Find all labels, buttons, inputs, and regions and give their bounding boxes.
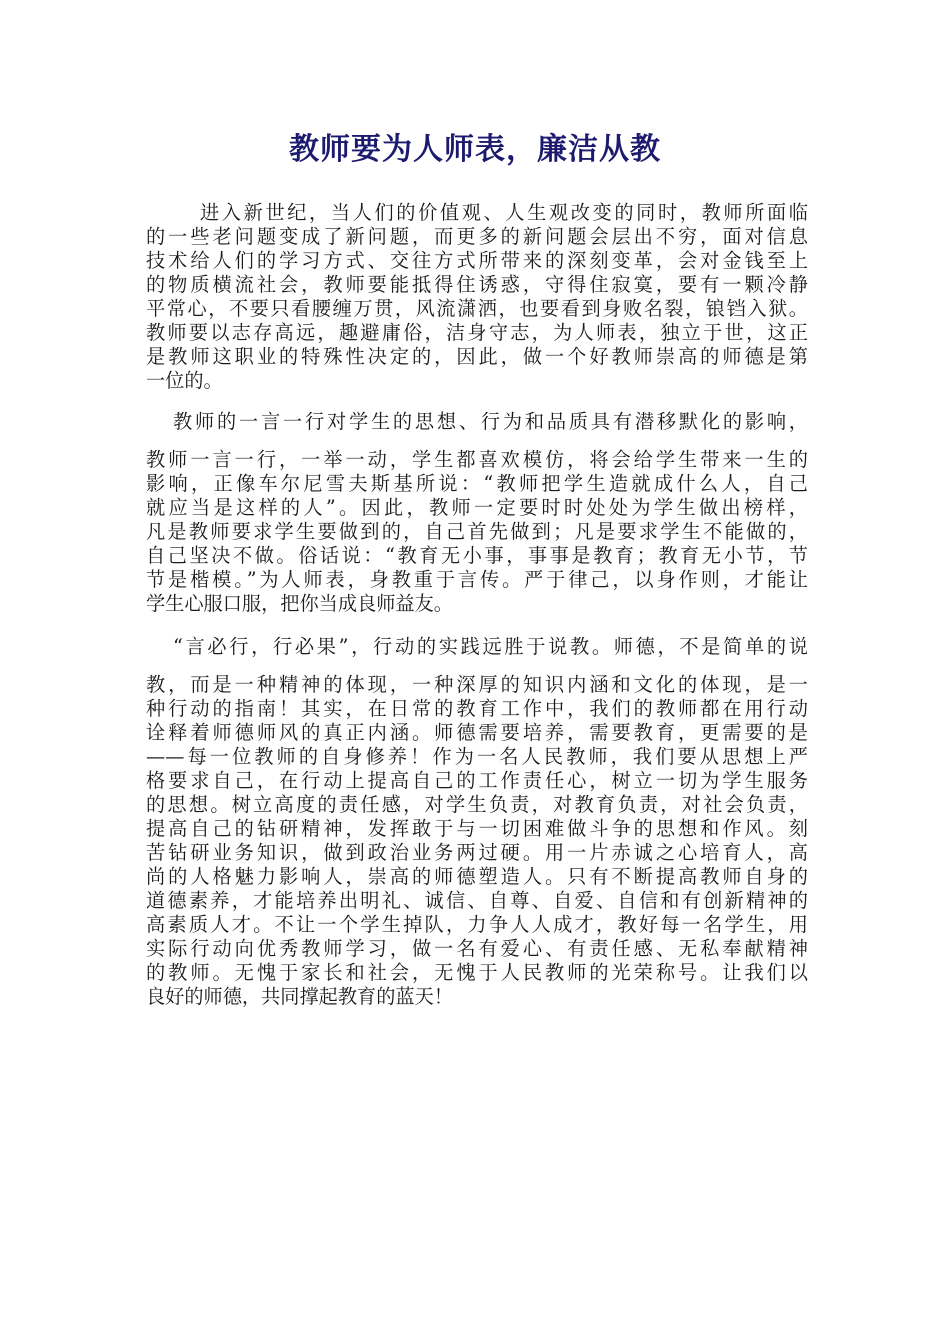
paragraph-3-line: ——每一位教师的自身修养！作为一名人民教师，我们要从思想上严 — [146, 745, 808, 768]
paragraph-3-line: 实际行动向优秀教师学习，做一名有爱心、有责任感、无私奉献精神 — [146, 937, 808, 960]
paragraph-1-line: 教师要以志存高远，趣避庸俗，洁身守志，为人师表，独立于世，这正 — [146, 321, 808, 344]
paragraph-2-line: 学生心服口服，把你当成良师益友。 — [146, 592, 453, 615]
paragraph-2-line: 自己坚决不做。俗话说：“教育无小事，事事是教育；教育无小节，节 — [146, 544, 808, 567]
paragraph-3-line: 的思想。树立高度的责任感，对学生负责，对教育负责，对社会负责， — [146, 793, 808, 816]
paragraph-1-line: 的一些老问题变成了新问题，而更多的新问题会层出不穷，面对信息 — [146, 225, 808, 248]
paragraph-1-line: 平常心，不要只看腰缠万贯，风流潇洒，也要看到身败名裂，锒铛入狱。 — [146, 297, 808, 320]
paragraph-2-line: 教师一言一行，一举一动，学生都喜欢模仿，将会给学生带来一生的 — [146, 448, 808, 471]
paragraph-2-line: 就应当是这样的人”。因此，教师一定要时时处处为学生做出榜样， — [146, 496, 808, 519]
paragraph-1-line: 技术给人们的学习方式、交往方式所带来的深刻变革，会对金钱至上 — [146, 249, 808, 272]
paragraph-3-line: 种行动的指南！其实，在日常的教育工作中，我们的教师都在用行动 — [146, 697, 808, 720]
paragraph-3-line: 的教师。无愧于家长和社会，无愧于人民教师的光荣称号。让我们以 — [146, 961, 808, 984]
paragraph-1-line: 的物质横流社会，教师要能抵得住诱惑，守得住寂寞，要有一颗冷静 — [146, 273, 808, 296]
paragraph-3-first-line: “言必行，行必果”，行动的实践远胜于说教。师德，不是简单的说 — [173, 635, 808, 658]
paragraph-2-line: 节是楷模。”为人师表，身教重于言传。严于律己，以身作则，才能让 — [146, 568, 808, 591]
paragraph-1-line: 是教师这职业的特殊性决定的，因此，做一个好教师崇高的师德是第 — [146, 345, 808, 368]
paragraph-3-line: 苦钻研业务知识，做到政治业务两过硬。用一片赤诚之心培育人，高 — [146, 841, 808, 864]
paragraph-2-line: 凡是教师要求学生要做到的，自己首先做到；凡是要求学生不能做的， — [146, 520, 808, 543]
paragraph-3-line: 高素质人才。不让一个学生掉队，力争人人成才，教好每一名学生，用 — [146, 913, 808, 936]
paragraph-1-line: 进入新世纪，当人们的价值观、人生观改变的同时，教师所面临 — [200, 201, 808, 224]
paragraph-3-line: 提高自己的钻研精神，发挥敢于与一切困难做斗争的思想和作风。刻 — [146, 817, 808, 840]
paragraph-1-line: 一位的。 — [146, 369, 223, 392]
paragraph-3-line: 道德素养，才能培养出明礼、诚信、自尊、自爱、自信和有创新精神的 — [146, 889, 808, 912]
paragraph-3-line: 格要求自己，在行动上提高自己的工作责任心，树立一切为学生服务 — [146, 769, 808, 792]
paragraph-3-line: 诠释着师德师风的真正内涵。师德需要培养，需要教育，更需要的是 — [146, 721, 808, 744]
paragraph-2-first-line: 教师的一言一行对学生的思想、行为和品质具有潜移默化的影响， — [173, 410, 808, 433]
paragraph-3-line: 教，而是一种精神的体现，一种深厚的知识内涵和文化的体现，是一 — [146, 673, 808, 696]
paragraph-3-line: 尚的人格魅力影响人，崇高的师德塑造人。只有不断提高教师自身的 — [146, 865, 808, 888]
document-title: 教师要为人师表，廉洁从教 — [289, 132, 661, 167]
paragraph-3-line: 良好的师德，共同撑起教育的蓝天！ — [146, 985, 453, 1008]
paragraph-2-line: 影响，正像车尔尼雪夫斯基所说：“教师把学生造就成什么人，自己 — [146, 472, 808, 495]
